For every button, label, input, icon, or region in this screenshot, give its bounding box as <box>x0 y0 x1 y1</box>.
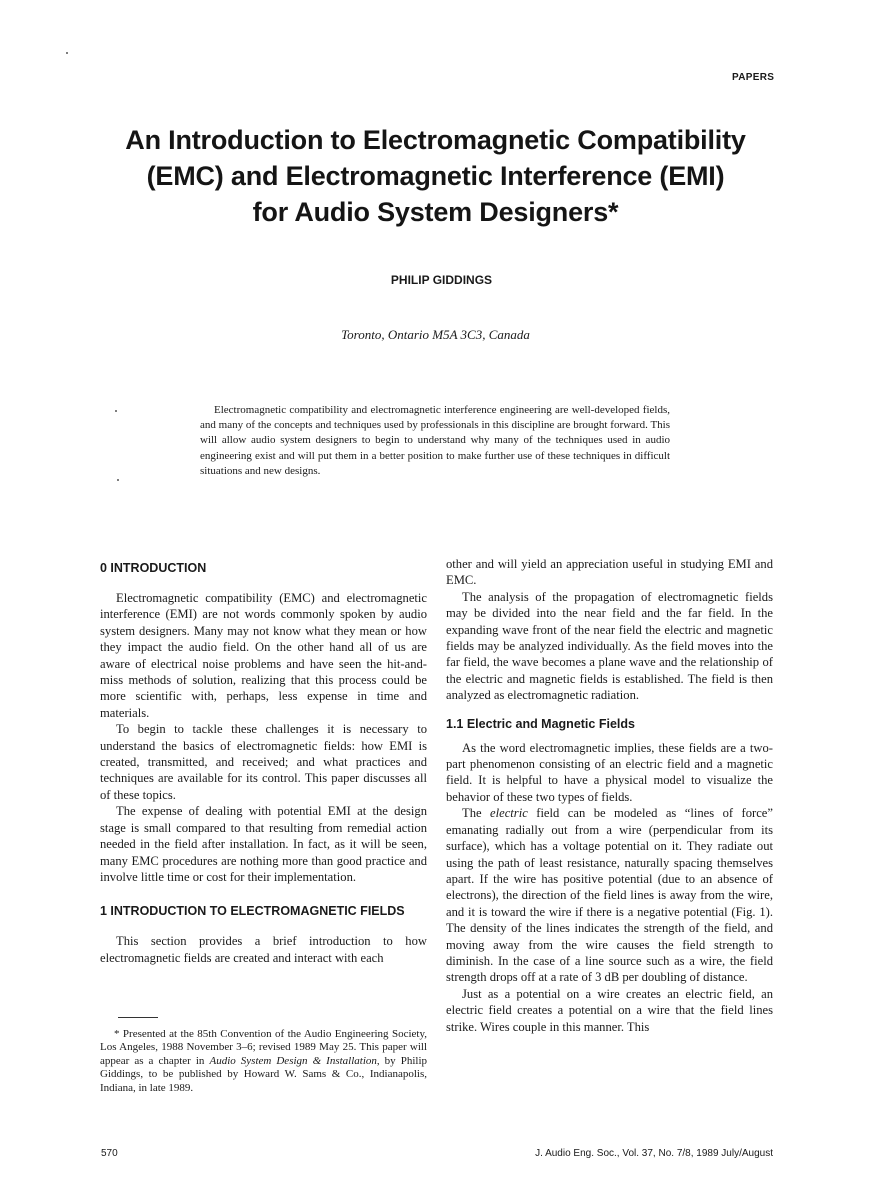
paragraph: As the word electromagnetic implies, these fields are a two-part phenomenon consisting of an electric field and a magnetic field. It is helpful to have a physical model to visualize the behavior of these two types of fields. <box>446 740 773 804</box>
journal-citation: J. Audio Eng. Soc., Vol. 37, No. 7/8, 1989 July/August <box>535 1148 773 1159</box>
running-head-section-label: PAPERS <box>732 72 775 83</box>
right-column <box>446 556 773 1035</box>
title-line-1: An Introduction to Electromagnetic Compatibility <box>125 125 746 155</box>
paragraph: Just as a potential on a wire creates an electric field, an electric field creates a potential on a wire that the field lines strike. Wires couple in this manner. This <box>446 986 773 1034</box>
paragraph: To begin to tackle these challenges it is necessary to understand the basics of electromagnetic fields: how EMI is created, transmitted, and received; and what practices and techniques are available for its control. This paper discusses all of these topics. <box>100 722 427 802</box>
scan-speck <box>117 479 119 481</box>
footnote-divider <box>118 1017 158 1018</box>
footnote <box>100 1028 427 1095</box>
subsection-heading-electric-magnetic-fields: 1.1 Electric and Magnetic Fields <box>446 716 635 731</box>
title-line-2: (EMC) and Electromagnetic Interference (EMI) <box>146 161 725 191</box>
footnote-book-title: Audio System Design & Installation <box>209 1054 377 1067</box>
scan-speck <box>115 410 117 412</box>
paper-title <box>0 122 871 230</box>
paragraph: The expense of dealing with potential EMI at the design stage is small compared to that resulting from remedial action needed in the field after installation. In fact, as it will be seen, many EMC procedures are nothing more than good practice and involve little time or cost for their implementation. <box>100 804 427 884</box>
title-line-3: for Audio System Designers* <box>252 197 619 227</box>
footnote-text-end: , by Philip Giddings, to be published by Howard W. Sams & Co., Indianapolis, Indiana, in late 1989. <box>100 1054 428 1094</box>
paragraph: The analysis of the propagation of electromagnetic fields may be divided into the near field and the far field. In the expanding wave front of the near field the electric and magnetic fields may be analyzed individually. As the field moves into the far field, the wave becomes a plane wave and the relationship of the electric and magnetic fields is established. The field is then analyzed as electromagnetic radiation. <box>446 589 773 703</box>
scan-speck <box>66 52 68 54</box>
abstract <box>200 403 670 479</box>
left-column <box>100 556 427 966</box>
paragraph-continuation: other and will yield an appreciation useful in studying EMI and EMC. <box>446 557 773 588</box>
section-heading-introduction: 0 INTRODUCTION <box>100 561 207 575</box>
paragraph: This section provides a brief introduction to how electromagnetic fields are created and interact with each <box>100 934 427 965</box>
text-span: The <box>462 806 491 821</box>
footnote-text: * Presented at the 85th Convention of the Audio Engineering Society, Los Angeles, 1988 November 3–6; revised 1989 May 25. This paper will appear as a chapter in <box>100 1028 427 1067</box>
page-number: 570 <box>101 1148 118 1159</box>
italic-term: electric <box>490 806 528 821</box>
text-span: field can be modeled as “lines of force” emanating radially out from a wire (perpendicular from its surface), which has a voltage potential on it. They radiate out using the path of least resistance, naturally spacing themselves apart. If the wire has positive potential (due to an absence of electrons), the direction of the field lines is away from the wire, and it is toward the wire if there is a negative potential (Fig. 1). The density of the lines indicates the strength of the field, and moving away from the wire causes the field strength to diminish. In the case of a line source such as a wire, the field strength drops off at a rate of 3 dB per doubling of distance. <box>446 806 773 985</box>
abstract-text: Electromagnetic compatibility and electromagnetic interference engineering are well-developed fields, and many of the concepts and techniques used by professionals in this discipline are brought forward. This will allow audio system designers to begin to understand why many of the techniques used in audio engineering exist and will put them in a better position to make further use of these techniques in difficult situations and new designs. <box>200 404 670 477</box>
author-affiliation: Toronto, Ontario M5A 3C3, Canada <box>341 327 530 342</box>
section-heading-em-fields: 1 INTRODUCTION TO ELECTROMAGNETIC FIELDS <box>100 904 405 919</box>
author-name: PHILIP GIDDINGS <box>390 273 493 287</box>
paragraph <box>446 805 773 985</box>
paragraph: Electromagnetic compatibility (EMC) and electromagnetic interference (EMI) are not words commonly spoken by audio system designers. Many may not know what they mean or how they impact the audio field. On the other hand all of us are aware of electrical noise problems and have seen the hit-and-miss methods of solution, realizing that this process could be more scientific with, perhaps, less expense in time and materials. <box>100 591 427 720</box>
